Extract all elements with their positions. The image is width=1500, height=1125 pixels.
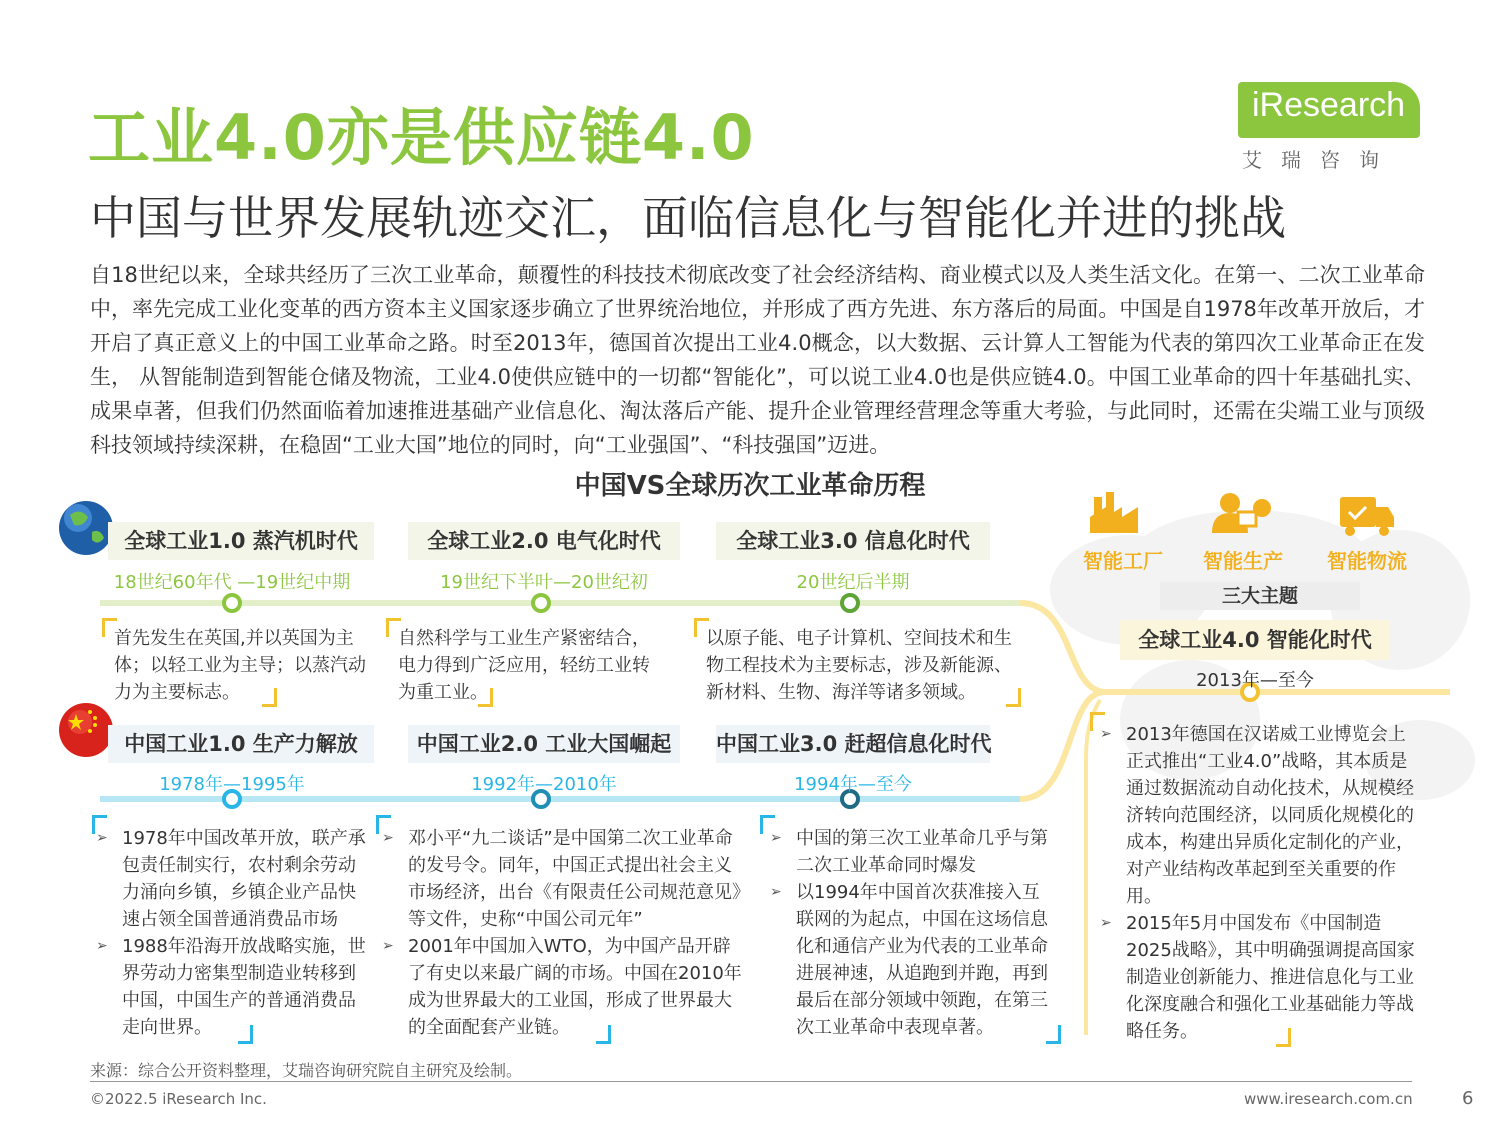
china-1-bullet-2: ➢ 1988年沿海开放战略实施，世界劳动力密集型制造业转移到中国，中国生产的普通消费品走向世界。 [96, 933, 370, 1041]
page-number: 6 [1462, 1088, 1474, 1109]
global-desc-4 [1100, 721, 1416, 1045]
intro-paragraph: 自18世纪以来，全球共经历了三次工业革命，颠覆性的科技技术彻底改变了社会经济结构、商业模式以及人类生活文化。在第一、二次工业革命中，率先完成工业化变革的西方资本主义国家逐步确立了世界统治地位，并形成了西方先进、东方落后的局面。中国是自1978年改革开放后，才开启了真正意义上的中国工业革命之路。时至2013年，德国首次提出工业4.0概念，以大数据、云计算人工智能为代表的第四次工业革命正在发生， 从智能制造到智能仓储及物流，工业4.0使供应链中的一切都“智能化”，可以说工业4.0也是供应链4.0。中国工业革命的四十年基础扎实、成果卓著，但我们仍然面临着加速推进基础产业信息化、淘汰落后产能、提升企业管理经营理念等重大考验，与此同时，还需在尖端工业与顶级科技领域持续深耕，在稳固“工业大国”地位的同时，向“工业强国”、“科技强国”迈进。 [90, 263, 1425, 457]
footer-divider [90, 1081, 1412, 1082]
global-desc-1: 首先发生在英国,并以英国为主体；以轻工业为主导；以蒸汽动力为主要标志。 [114, 628, 366, 703]
theme-smart-factory: 智能工厂 [1083, 549, 1163, 573]
theme-smart-production: 智能生产 [1203, 549, 1283, 573]
theme-smart-logistics: 智能物流 [1327, 549, 1407, 573]
global-era-1: 全球工业1.0 蒸汽机时代 [108, 522, 374, 560]
china-date-1: 1978年—1995年 [159, 774, 305, 795]
global-date-1: 18世纪60年代 —19世纪中期 [113, 572, 351, 593]
china-desc-2 [382, 825, 748, 1041]
factory-icon [1090, 492, 1138, 533]
three-themes-label: 三大主题 [1160, 582, 1360, 610]
page-subtitle: 中国与世界发展轨迹交汇，面临信息化与智能化并进的挑战 [90, 191, 1286, 245]
global-era-3: 全球工业3.0 信息化时代 [716, 522, 990, 560]
global-1-dot [224, 595, 240, 611]
global-desc-2: 自然科学与工业生产紧密结合，电力得到广泛应用，轻纺工业转为重工业。 [398, 628, 650, 703]
timeline-title: 中国VS全球历次工业革命历程 [574, 471, 926, 501]
china-3-bullet-2: ➢ 以1994年中国首次获准接入互联网的为起点，中国在这场信息化和通信产业为代表的工业革命进展神速，从追跑到并跑，再到最后在部分领域中领跑，在第三次工业革命中表现卓著。 [770, 879, 1052, 1041]
global-date-2: 19世纪下半叶—20世纪初 [440, 572, 648, 593]
china-date-3: 1994年—至今 [794, 774, 912, 795]
china-desc-1 [96, 825, 370, 1041]
china-desc-3 [770, 825, 1052, 1041]
global-3-dot [842, 595, 858, 611]
global-date-3: 20世纪后半期 [796, 572, 910, 593]
china-era-3: 中国工业3.0 赶超信息化时代 [716, 725, 990, 763]
page-title: 工业4.0亦是供应链4.0 [88, 101, 755, 174]
global-desc-3: 以原子能、电子计算机、空间技术和生物工程技术为主要标志，涉及新能源、新材料、生物、海洋等诸多领域。 [706, 628, 1012, 703]
delivery-truck-icon [1340, 497, 1394, 536]
source-note: 来源：综合公开资料整理，艾瑞咨询研究院自主研究及绘制。 [90, 1061, 523, 1080]
global-era-4: 全球工业4.0 智能化时代 [1120, 620, 1390, 660]
website-link[interactable]: www.iresearch.com.cn [1244, 1090, 1413, 1108]
global-2-dot [533, 595, 549, 611]
china-2-bullet-1: ➢ 邓小平“九二谈话”是中国第二次工业革命的发号令。同年，中国正式提出社会主义市场经济，出台《有限责任公司规范意见》等文件，史称“中国公司元年” [382, 825, 748, 933]
china-3-bullet-1: ➢ 中国的第三次工业革命几乎与第二次工业革命同时爆发 [770, 825, 1052, 879]
china-2-bullet-2: ➢ 2001年中国加入WTO，为中国产品开辟了有史以来最广阔的市场。中国在2010年成为世界最大的工业国，形成了世界最大的全面配套产业链。 [382, 933, 748, 1041]
globe-icon [59, 501, 113, 555]
logo-text: iResearch [1252, 86, 1406, 124]
china-flag-icon [59, 703, 113, 757]
logo-subtitle: 艾瑞咨询 [1242, 148, 1398, 172]
china-merge-curve [1020, 692, 1105, 799]
global-4-bullet-2: ➢ 2015年5月中国发布《中国制造2025战略》，其中明确强调提高国家制造业创新能力、推进信息化与工业化深度融合和强化工业基础能力等战略任务。 [1100, 910, 1416, 1045]
global-4-bullet-1: ➢ 2013年德国在汉诺威工业博览会上正式推出“工业4.0”战略，其本质是通过数据流动自动化技术，从规模经济转向范围经济，以同质化规模化的成本，构建出异质化定制化的产业，对产业结构改革起到至关重要的作用。 [1100, 721, 1416, 910]
global-era-2: 全球工业2.0 电气化时代 [408, 522, 680, 560]
global-date-4: 2013年—至今 [1196, 670, 1314, 691]
copyright: ©2022.5 iResearch Inc. [90, 1090, 267, 1108]
china-era-2: 中国工业2.0 工业大国崛起 [408, 725, 680, 763]
china-1-bullet-1: ➢ 1978年中国改革开放，联产承包责任制实行，农村剩余劳动力涌向乡镇，乡镇企业产品快速占领全国普通消费品市场 [96, 825, 370, 933]
china-date-2: 1992年—2010年 [471, 774, 617, 795]
china-era-1: 中国工业1.0 生产力解放 [108, 725, 374, 763]
